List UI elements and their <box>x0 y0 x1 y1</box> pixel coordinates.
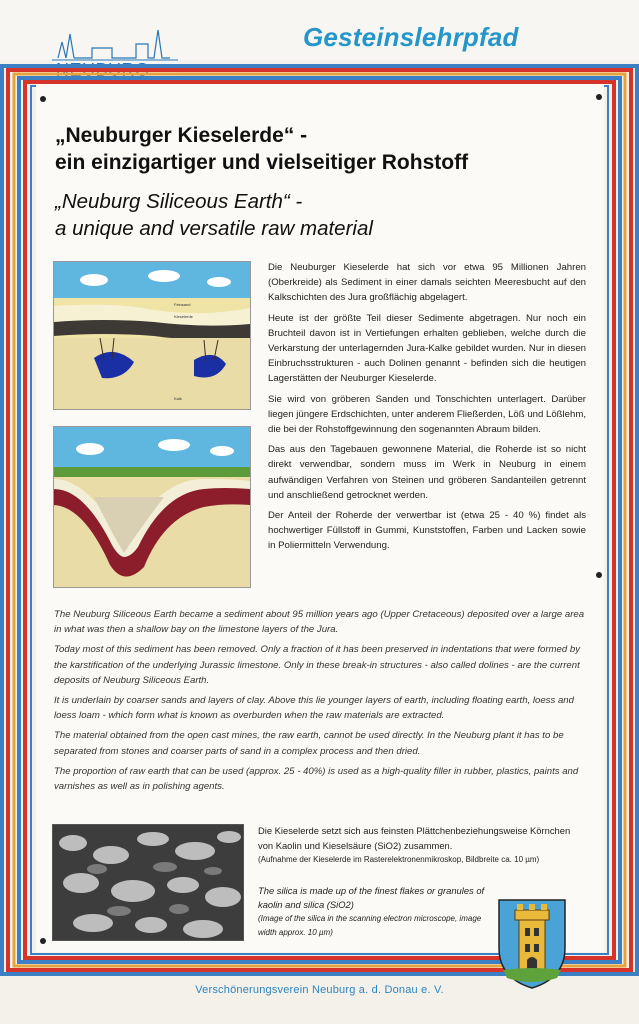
paragraph: Das aus den Tagebauen gewonnene Material, die Roherde ist so nicht direkt verwendbar, sondern muss im Werk in Neuburg in einem aufwändigen Verfahren von Steinen und gröberen Sandanteilen getrennt und anschließend getrocknet werden. <box>268 444 586 501</box>
caption-english <box>258 884 488 940</box>
label-feinsand: Feinsand <box>174 302 191 307</box>
paragraph: The Neuburg Siliceous Earth became a sediment about 95 million years ago (Upper Cretaceous) deposited over a large area in what was then a shallow bay on the limestone layers of the Jura. <box>54 609 585 636</box>
caption-text: Die Kieselerde setzt sich aus feinsten Plättchenbeziehungsweise Körnchen von Kaolin und Kieselsäure (SiO2) zusammen. <box>258 825 571 851</box>
paragraph: It is underlain by coarser sands and layers of clay. Above this lie younger layers of earth, including floating earth, loess and loess loam - which form what is known as overburden when the raw materials are extracted. <box>54 695 574 722</box>
german-description <box>268 260 586 559</box>
paragraph: Sie wird von gröberen Sanden und Tonschichten unterlagert. Darüber liegen jüngere Erdschichten, unter anderem Fließerden, Löß und Lößlehm, die bei der Rohstoffgewinnung den sogenannten Abraum bilden. <box>268 393 586 436</box>
sem-microscope-image <box>52 824 244 941</box>
geology-diagram-dolines <box>53 426 251 588</box>
caption-note: (Image of the silica in the scanning electron microscope, image width approx. 10 µm) <box>258 914 482 937</box>
caption-note: (Aufnahme der Kieselerde im Rasterelektronenmikroskop, Bildbreite ca. 10 µm) <box>258 855 540 864</box>
label-kieselerde: Kieselerde <box>174 314 193 319</box>
brand-title: Gesteinslehrpfad <box>303 22 519 52</box>
caption-text: The silica is made up of the finest flakes or granules of kaolin and silica (SiO2) <box>258 885 485 910</box>
rivet <box>596 572 602 578</box>
rivet <box>40 96 46 102</box>
coat-of-arms-tower-icon <box>497 898 567 990</box>
paragraph: Der Anteil der Roherde der verwertbar ist (etwa 25 - 40 %) findet als hochwertiger Füllstoff in Gummi, Kunststoffen, Farben und Lacken sowie in Poliermitteln Verwendung. <box>268 510 586 552</box>
rivet <box>596 94 602 100</box>
title-german: „Neuburger Kieselerde“ - ein einzigartiger und vielseitiger Rohstoff <box>55 124 469 174</box>
paragraph: Today most of this sediment has been removed. Only a fraction of it has been preserved in indentations that were formed by the karstification of the underlying Jurassic limestone. Only in these break-in structures - also called dolines - are the current deposits of Neuburg Siliceous Earth. <box>54 644 580 686</box>
paragraph: The proportion of raw earth that can be used (approx. 25 - 40%) is used as a high-quality filler in rubber, plastics, paints and varnishes as well as in polishing agents. <box>54 765 579 793</box>
footer-association: Verschönerungsverein Neuburg a. d. Donau e. V. <box>195 984 444 996</box>
rivet <box>40 938 46 944</box>
logo-wordmark: NEUBURG <box>56 60 150 80</box>
title-english: „Neuburg Siliceous Earth“ - a unique and versatile raw material <box>55 190 373 240</box>
caption-german <box>258 824 578 868</box>
paragraph: Heute ist der größte Teil dieser Sedimente abgetragen. Nur noch ein Bruchteil davon ist in Vertiefungen erhalten geblieben, welche durch die Verkarstung der unterlagernden Jura-Kalke gebildet wurden. Nur in diesen Einbruchsstrukturen - auch Dolinen genannt - befinden sich die heutigen Lagerstätten der Neuburger Kieselerde. <box>268 312 586 385</box>
geology-diagram-deposit <box>53 261 251 410</box>
english-description <box>54 607 590 799</box>
label-kalk: Kalk <box>174 396 182 401</box>
paragraph: The material obtained from the open cast mines, the raw earth, cannot be used directly. In the Neuburg plant it has to be separated from stones and coarser parts of sand in a complex process and then dried. <box>54 730 564 757</box>
paragraph: Die Neuburger Kieselerde hat sich vor etwa 95 Millionen Jahren (Oberkreide) als Sediment in einer damals seichten Meeresbucht auf den Kalkschichten des Jura großflächig abgelagert. <box>268 262 586 304</box>
